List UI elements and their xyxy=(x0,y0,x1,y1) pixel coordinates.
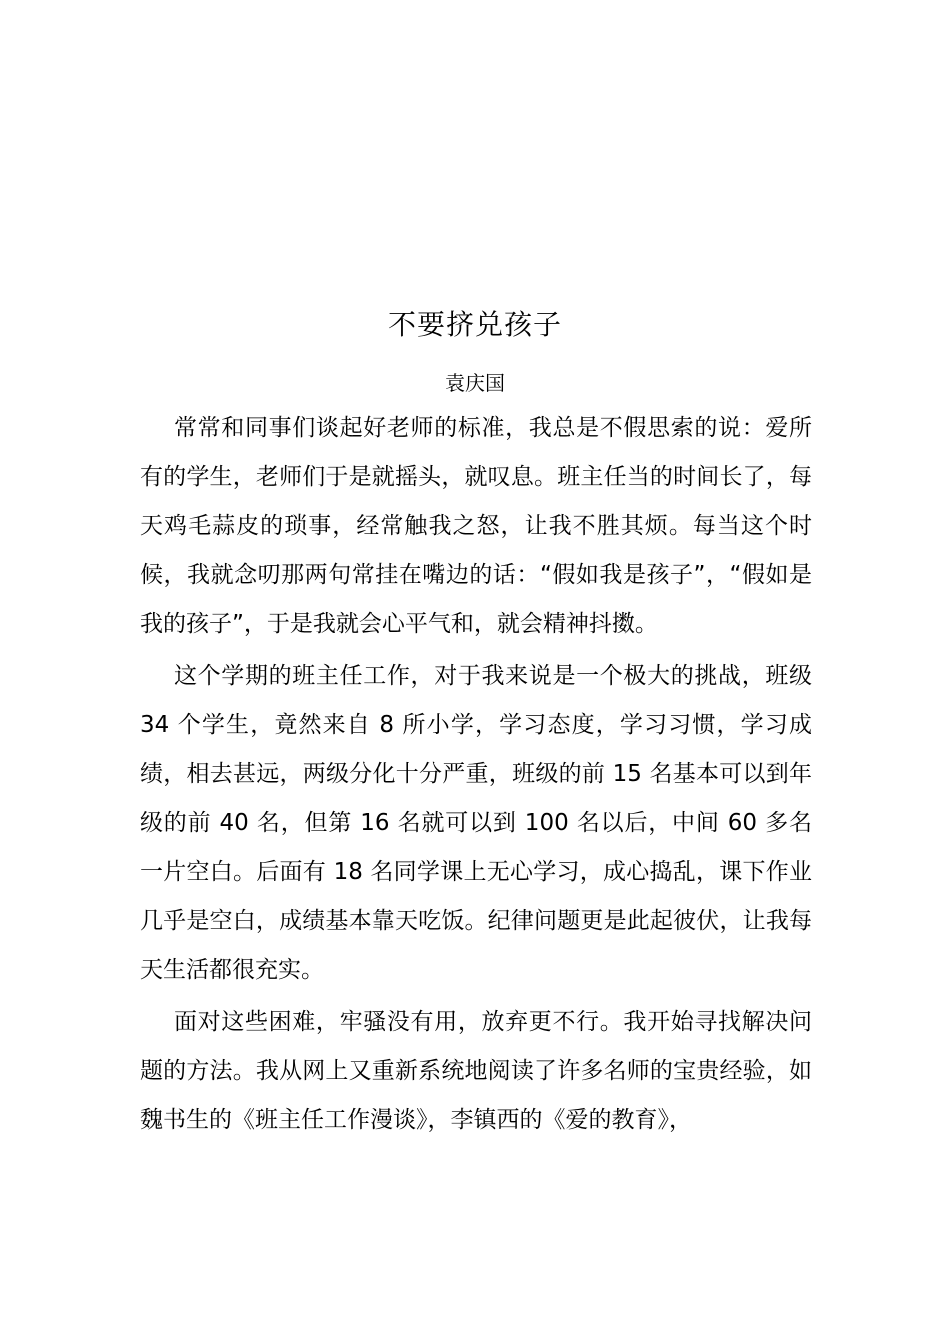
paragraph-3: 面对这些困难，牢骚没有用，放弃更不行。我开始寻找解决问题的方法。我从网上又重新系统地阅读了许多名师的宝贵经验，如魏书生的《班主任工作漫谈》，李镇西的《爱的教育》， xyxy=(140,1009,812,1133)
paragraph-1: 常常和同事们谈起好老师的标准，我总是不假思索的说：爱所有的学生，老师们于是就摇头，就叹息。班主任当的时间长了，每天鸡毛蒜皮的琐事，经常触我之怒，让我不胜其烦。每当这个时候，我就念叨那两句常挂在嘴边的话：“假如我是孩子”，“假如是我的孩子”，于是我就会心平气和，就会精神抖擞。 xyxy=(140,415,812,637)
paragraph-2: 这个学期的班主任工作，对于我来说是一个极大的挑战，班级 34 个学生，竟然来自 8 所小学，学习态度，学习习惯，学习成绩，相去甚远，两级分化十分严重，班级的前 15 名基本可以到年级的前 40 名，但第 16 名就可以到 100 名以后，中间 60 多名一片空白。后面有 18 名同学课上无心学习，成心捣乱，课下作业几乎是空白，成绩基本靠天吃饭。纪律问题更是此起彼伏，让我每天生活都很充实。 xyxy=(140,663,812,983)
document-title: 不要挤兑孩子 xyxy=(387,308,562,341)
document-author: 袁庆国 xyxy=(445,371,505,395)
document-body xyxy=(140,404,812,1145)
